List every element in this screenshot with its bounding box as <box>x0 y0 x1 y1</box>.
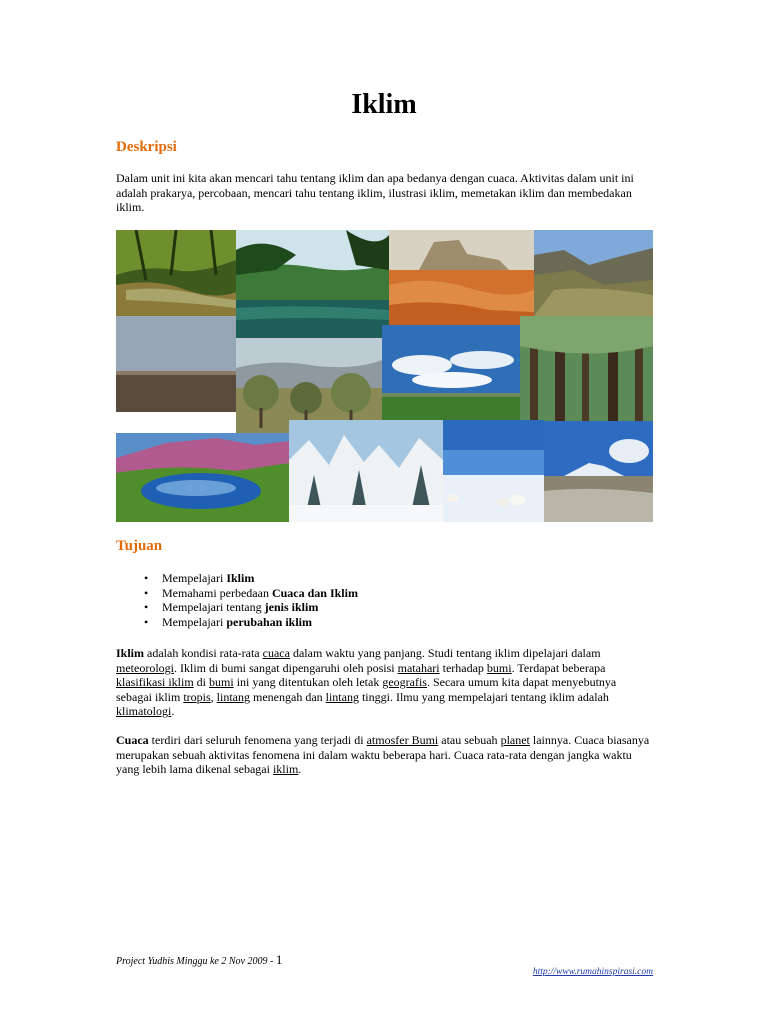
link-bumi[interactable]: bumi <box>209 675 234 689</box>
link-tropis[interactable]: tropis <box>183 689 211 704</box>
list-item-text: Mempelajari <box>162 614 227 629</box>
polar-ice-bears-photo <box>443 420 544 522</box>
rainforest-river-photo <box>116 230 236 316</box>
link-bumi[interactable]: bumi <box>486 660 512 675</box>
green-field-clouds-photo <box>382 325 520 420</box>
list-item-text: Mempelajari <box>162 571 227 585</box>
link-planet[interactable]: planet <box>500 733 530 747</box>
list-item-text: Memahami perbedaan <box>162 585 272 600</box>
link-lintang[interactable]: lintang <box>216 689 250 704</box>
link-atmosfer-bumi[interactable]: atmosfer Bumi <box>366 733 439 747</box>
list-item <box>116 600 652 615</box>
page-number: 1 <box>275 952 283 967</box>
snowy-forest-photo <box>289 420 443 522</box>
link-meteorologi[interactable]: meteorologi <box>116 660 174 675</box>
page-title: Iklim <box>351 89 417 120</box>
cuaca-paragraph: Cuaca terdiri dari seluruh fenomena yang terjadi di atmosfer Bumi atau sebuah planet lainnya. Cuaca biasanya merupakan sebuah aktivitas fenomena ini dalam waktu beberapa hari. Cuaca rata-rata dengan jangka waktu yang lebih lama dikenal sebagai iklim. <box>116 733 650 776</box>
footer-project <box>116 953 282 969</box>
iklim-paragraph: Iklim adalah kondisi rata-rata cuaca dalam waktu yang panjang. Studi tentang iklim dipelajari dalam meteorologi. Iklim di bumi sangat dipengaruhi oleh posisi matahari terhadap bumi. Terdapat beberapa klasifikasi iklim di bumi ini yang ditentukan oleh letak geografis. Secara umum kita dapat menyebutnya sebagai iklim tropis, lintang menengah dan lintang tinggi. Ilmu yang mempelajari tentang iklim adalah klimatologi. <box>116 646 617 718</box>
link-matahari[interactable]: matahari <box>397 660 440 675</box>
footer-project-text: Project Yudhis Minggu ke 2 Nov 2009 - <box>116 956 276 967</box>
tujuan-list <box>116 571 652 629</box>
iklim-lead: Iklim <box>116 646 145 660</box>
olive-grove-hills-photo <box>236 338 382 433</box>
tropical-lake-photo <box>236 230 389 338</box>
mountain-valley-photo <box>534 230 653 316</box>
link-cuaca[interactable]: cuaca <box>262 646 290 660</box>
list-item-text: Mempelajari tentang <box>162 600 265 615</box>
link-klimatologi[interactable]: klimatologi <box>116 704 172 718</box>
alpine-lake-photo <box>116 433 289 522</box>
list-item-bold: perubahan iklim <box>226 614 313 629</box>
snow-mountain-plain-photo <box>544 421 653 522</box>
list-item-bold: jenis iklim <box>264 600 319 615</box>
desert-dunes-photo <box>389 230 534 325</box>
pine-forest-photo <box>520 316 653 421</box>
link-geografis[interactable]: geografis <box>382 675 427 689</box>
link-lintang[interactable]: lintang <box>325 689 359 704</box>
tujuan-heading: Tujuan <box>116 538 163 554</box>
list-item-bold: Cuaca dan Iklim <box>271 585 358 600</box>
link-iklim[interactable]: iklim <box>272 762 299 776</box>
list-item-bold: Iklim <box>226 571 255 585</box>
footer-website-link[interactable]: http://www.rumahinspirasi.com <box>532 967 653 977</box>
list-item <box>116 586 652 601</box>
flat-plain-horizon-photo <box>116 316 236 412</box>
link-klasifikasi-iklim[interactable]: klasifikasi iklim <box>116 675 194 689</box>
climate-photo-collage <box>116 230 653 522</box>
deskripsi-text: Dalam unit ini kita akan mencari tahu tentang iklim dan apa bedanya dengan cuaca. Aktivitas dalam unit ini adalah prakarya, percobaan, mencari tahu tentang iklim, ilustrasi iklim, memetakan iklim dan membedakan iklim. <box>116 171 634 214</box>
cuaca-lead: Cuaca <box>116 733 149 747</box>
deskripsi-heading: Deskripsi <box>116 139 177 155</box>
list-item <box>116 615 652 630</box>
list-item <box>116 571 652 586</box>
